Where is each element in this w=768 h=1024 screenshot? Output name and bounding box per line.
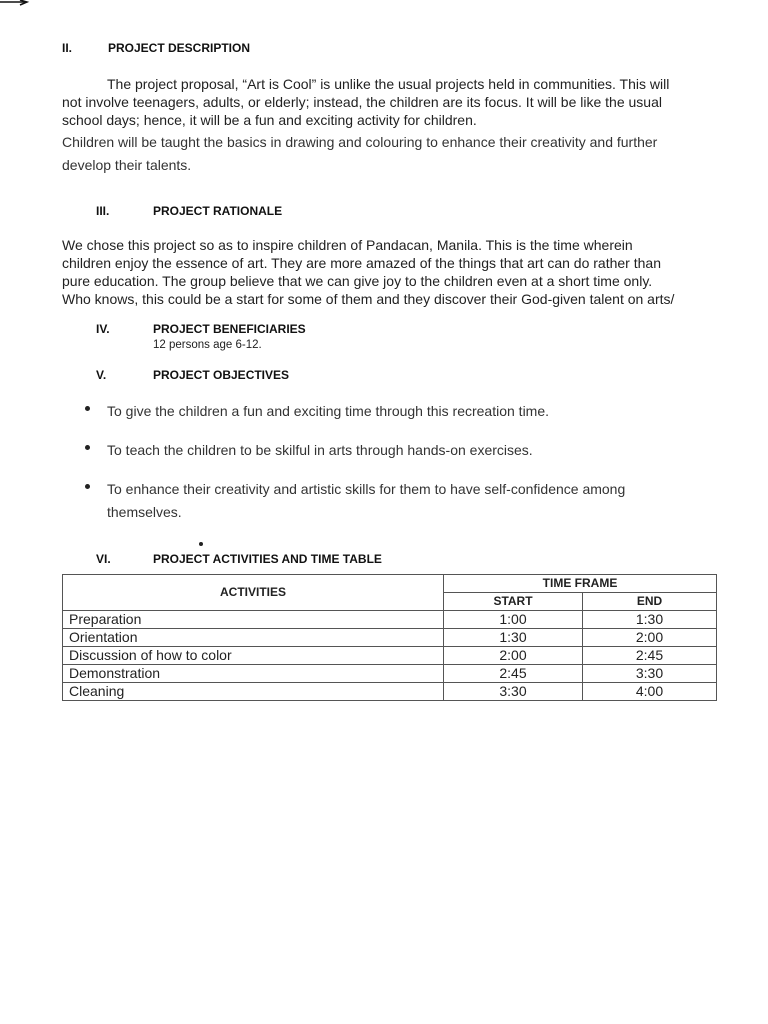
table-row: [63, 647, 717, 665]
activity-cell: Discussion of how to color: [63, 647, 444, 665]
text-line: We chose this project so as to inspire children of Pandacan, Manila. This is the time wherein: [62, 237, 633, 253]
start-cell: 3:30: [444, 683, 583, 701]
activity-cell: Cleaning: [63, 683, 444, 701]
end-cell: 1:30: [583, 611, 717, 629]
text-line: pure education. The group believe that we can give joy to the children even at a short time only.: [62, 273, 653, 289]
start-cell: 1:30: [444, 629, 583, 647]
beneficiaries-text: 12 persons age 6-12.: [153, 339, 262, 351]
section-heading-description: [62, 41, 462, 57]
text-line: Who knows, this could be a start for some of them and they discover their God-given talent on arts/: [62, 291, 675, 307]
column-header-start: START: [444, 593, 583, 611]
description-paragraph-2: [62, 131, 722, 177]
table-row: [63, 665, 717, 683]
section-title: PROJECT ACTIVITIES AND TIME TABLE: [153, 552, 382, 566]
text-line: The project proposal, “Art is Cool” is unlike the usual projects held in communities. This will: [107, 76, 670, 92]
arrow-icon: [0, 0, 30, 8]
section-title: PROJECT BENEFICIARIES: [153, 322, 306, 336]
section-number: IV.: [96, 322, 110, 336]
end-cell: 2:00: [583, 629, 717, 647]
list-item-text: To enhance their creativity and artistic skills for them to have self-confidence among: [107, 481, 626, 497]
section-number: VI.: [96, 552, 111, 566]
start-cell: 2:45: [444, 665, 583, 683]
start-cell: 2:00: [444, 647, 583, 665]
section-heading-beneficiaries: [96, 322, 496, 338]
activity-cell: Demonstration: [63, 665, 444, 683]
table-row: [63, 629, 717, 647]
section-heading-activities: [96, 552, 496, 568]
text-line: children enjoy the essence of art. They are more amazed of the things that art can do rather than: [62, 255, 661, 271]
rationale-paragraph: [62, 236, 722, 308]
activity-cell: Preparation: [63, 611, 444, 629]
section-title: PROJECT DESCRIPTION: [108, 41, 251, 55]
start-cell: 1:00: [444, 611, 583, 629]
time-table: [62, 574, 717, 701]
text-line: school days; hence, it will be a fun and exciting activity for children.: [62, 112, 477, 128]
end-cell: 3:30: [583, 665, 717, 683]
column-header-end: END: [583, 593, 717, 611]
list-item-text: To give the children a fun and exciting time through this recreation time.: [107, 403, 550, 419]
section-number: III.: [96, 204, 110, 218]
text-line: Children will be taught the basics in drawing and colouring to enhance their creativity and further: [62, 134, 658, 150]
column-header-time-frame: TIME FRAME: [444, 575, 717, 593]
end-cell: 2:45: [583, 647, 717, 665]
activity-cell: Orientation: [63, 629, 444, 647]
list-item-text: themselves.: [107, 504, 182, 520]
section-heading-objectives: [96, 368, 496, 384]
bullet-icon: [85, 406, 90, 411]
description-paragraph: [62, 75, 722, 129]
text-line: develop their talents.: [62, 157, 192, 173]
bullet-icon: [199, 542, 203, 546]
section-number: II.: [62, 41, 73, 55]
table-row: [63, 683, 717, 701]
bullet-icon: [85, 484, 90, 489]
section-heading-rationale: [96, 204, 496, 220]
end-cell: 4:00: [583, 683, 717, 701]
section-title: PROJECT RATIONALE: [153, 204, 283, 218]
bullet-icon: [85, 445, 90, 450]
section-title: PROJECT OBJECTIVES: [153, 368, 290, 382]
column-header-activities: ACTIVITIES: [63, 575, 444, 611]
list-item-text: To teach the children to be skilful in arts through hands-on exercises.: [107, 442, 533, 458]
section-number: V.: [96, 368, 107, 382]
text-line: not involve teenagers, adults, or elderly; instead, the children are its focus. It will be like the usual: [62, 94, 662, 110]
table-row: [63, 611, 717, 629]
